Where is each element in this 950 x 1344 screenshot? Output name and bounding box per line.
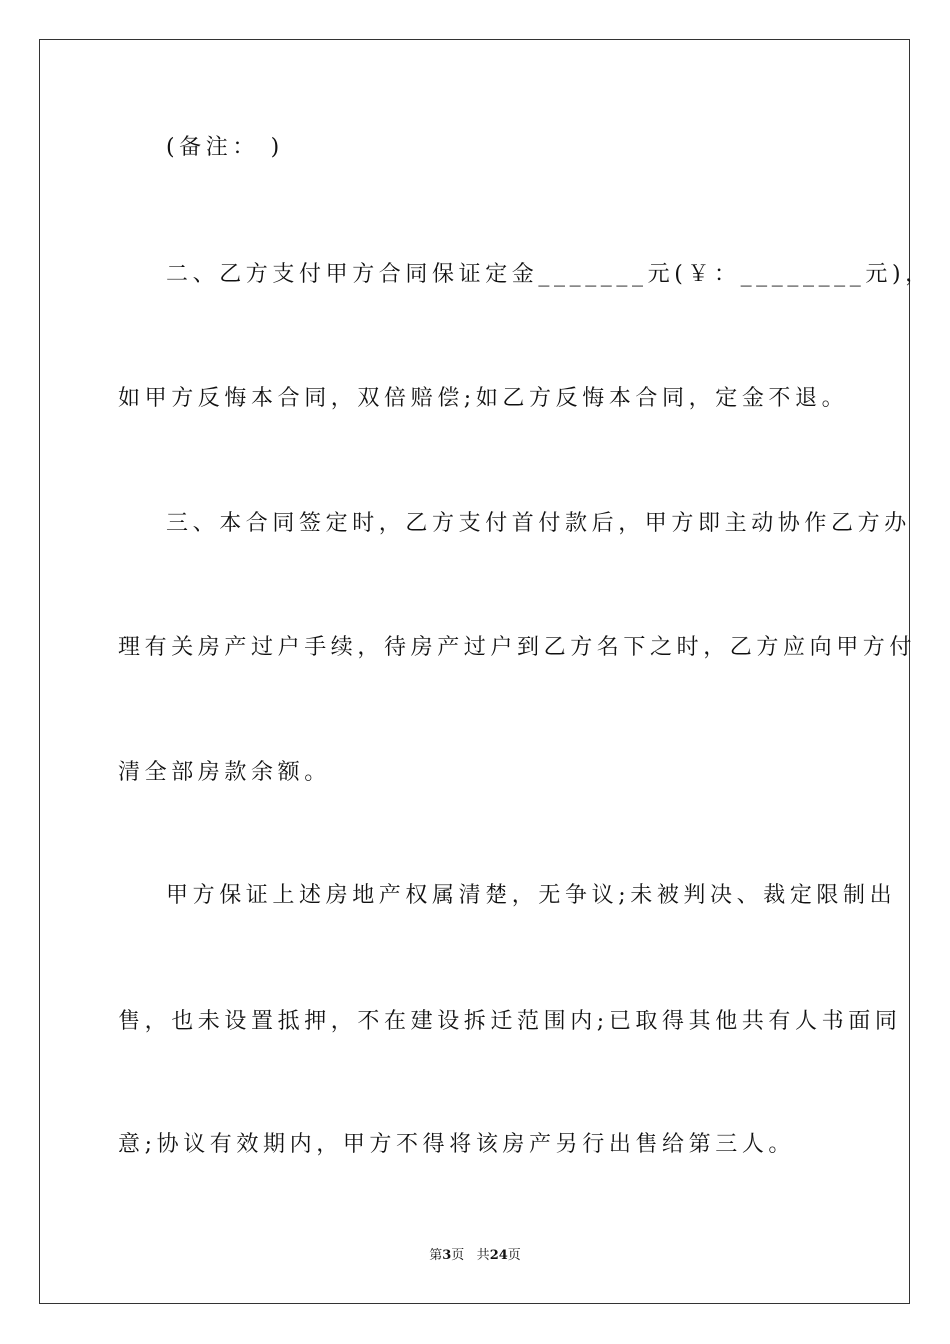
page-prefix: 第 [429, 1248, 443, 1263]
clause-3-line-1: 三、本合同签定时，乙方支付首付款后，甲方即主动协作乙方办 [166, 511, 911, 536]
clause-2-line-1: 二、乙方支付甲方合同保证定金_______元(￥：________元)， [166, 262, 932, 287]
guarantee-line-1: 甲方保证上述房地产权属清楚，无争议;未被判决、裁定限制出 [166, 883, 897, 908]
total-prefix: 共 [476, 1248, 490, 1263]
total-pages: 24 [489, 1248, 508, 1263]
page-footer [0, 1247, 950, 1265]
page-border [39, 39, 932, 1304]
guarantee-line-2: 售，也未设置抵押，不在建设拆迁范围内;已取得其他共有人书面同 [118, 1009, 902, 1034]
clause-3-line-3: 清全部房款余额。 [118, 760, 331, 785]
total-suffix: 页 [507, 1248, 521, 1263]
clause-3-line-2: 理有关房产过户手续，待房产过户到乙方名下之时，乙方应向甲方付 [118, 635, 917, 660]
page-number: 3 [442, 1248, 452, 1263]
clause-2-line-2: 如甲方反悔本合同，双倍赔偿;如乙方反悔本合同，定金不退。 [118, 386, 849, 411]
guarantee-line-3: 意;协议有效期内，甲方不得将该房产另行出售给第三人。 [118, 1132, 796, 1157]
remark-line: (备注： ) [166, 135, 284, 160]
page-suffix: 页 [451, 1248, 465, 1263]
